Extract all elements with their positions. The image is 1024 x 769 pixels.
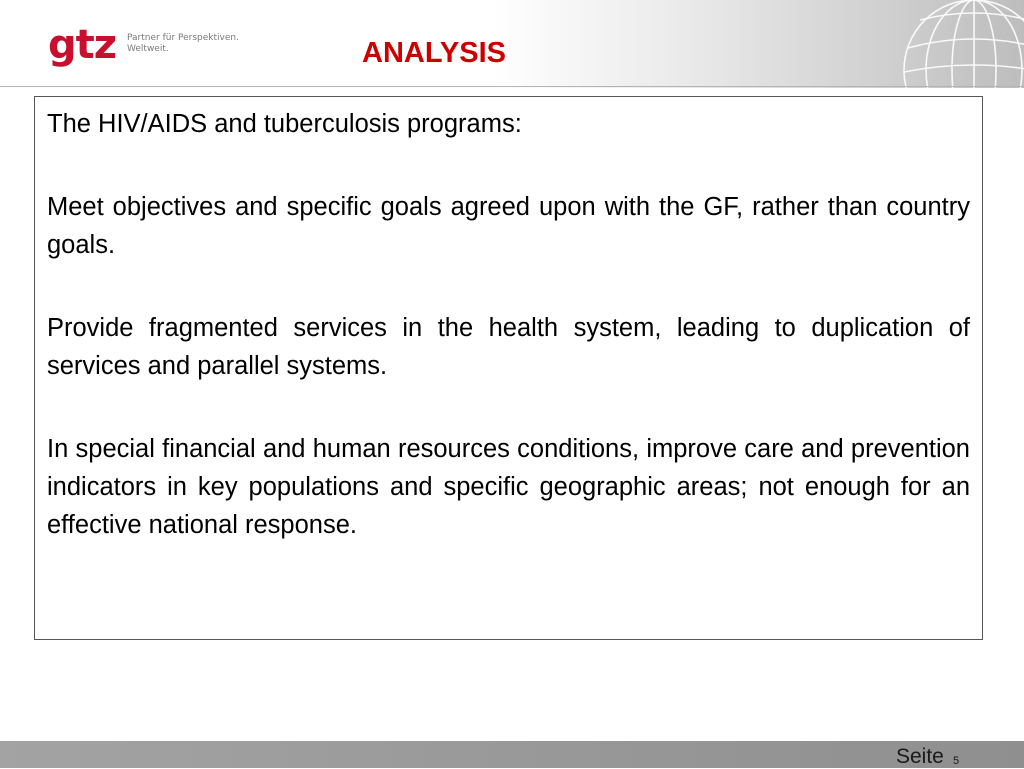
logo-mark: gtz (48, 22, 117, 68)
slide-footer (0, 741, 1024, 768)
gtz-logo (48, 22, 248, 77)
analysis-point-2: Provide fragmented services in the health system, leading to duplication of services and parallel systems. (47, 314, 970, 380)
intro-text: The HIV/AIDS and tuberculosis programs: (47, 110, 522, 138)
content-box (34, 96, 983, 640)
analysis-point-1: Meet objectives and specific goals agreed upon with the GF, rather than country goals. (47, 193, 970, 259)
page-number: 5 (953, 755, 960, 767)
logo-tagline-line2: Weltweit. (127, 44, 169, 54)
slide-title: ANALYSIS (362, 37, 506, 69)
globe-icon (892, 0, 1024, 88)
page-label: Seite (896, 745, 944, 768)
slide-header (0, 0, 1024, 88)
logo-tagline (127, 33, 239, 55)
header-divider (0, 86, 1024, 87)
logo-tagline-line1: Partner für Perspektiven. (127, 33, 239, 43)
analysis-point-3: In special financial and human resources conditions, improve care and prevention indicators in key populations and specific geographic areas; not enough for an effective national response. (47, 435, 970, 539)
